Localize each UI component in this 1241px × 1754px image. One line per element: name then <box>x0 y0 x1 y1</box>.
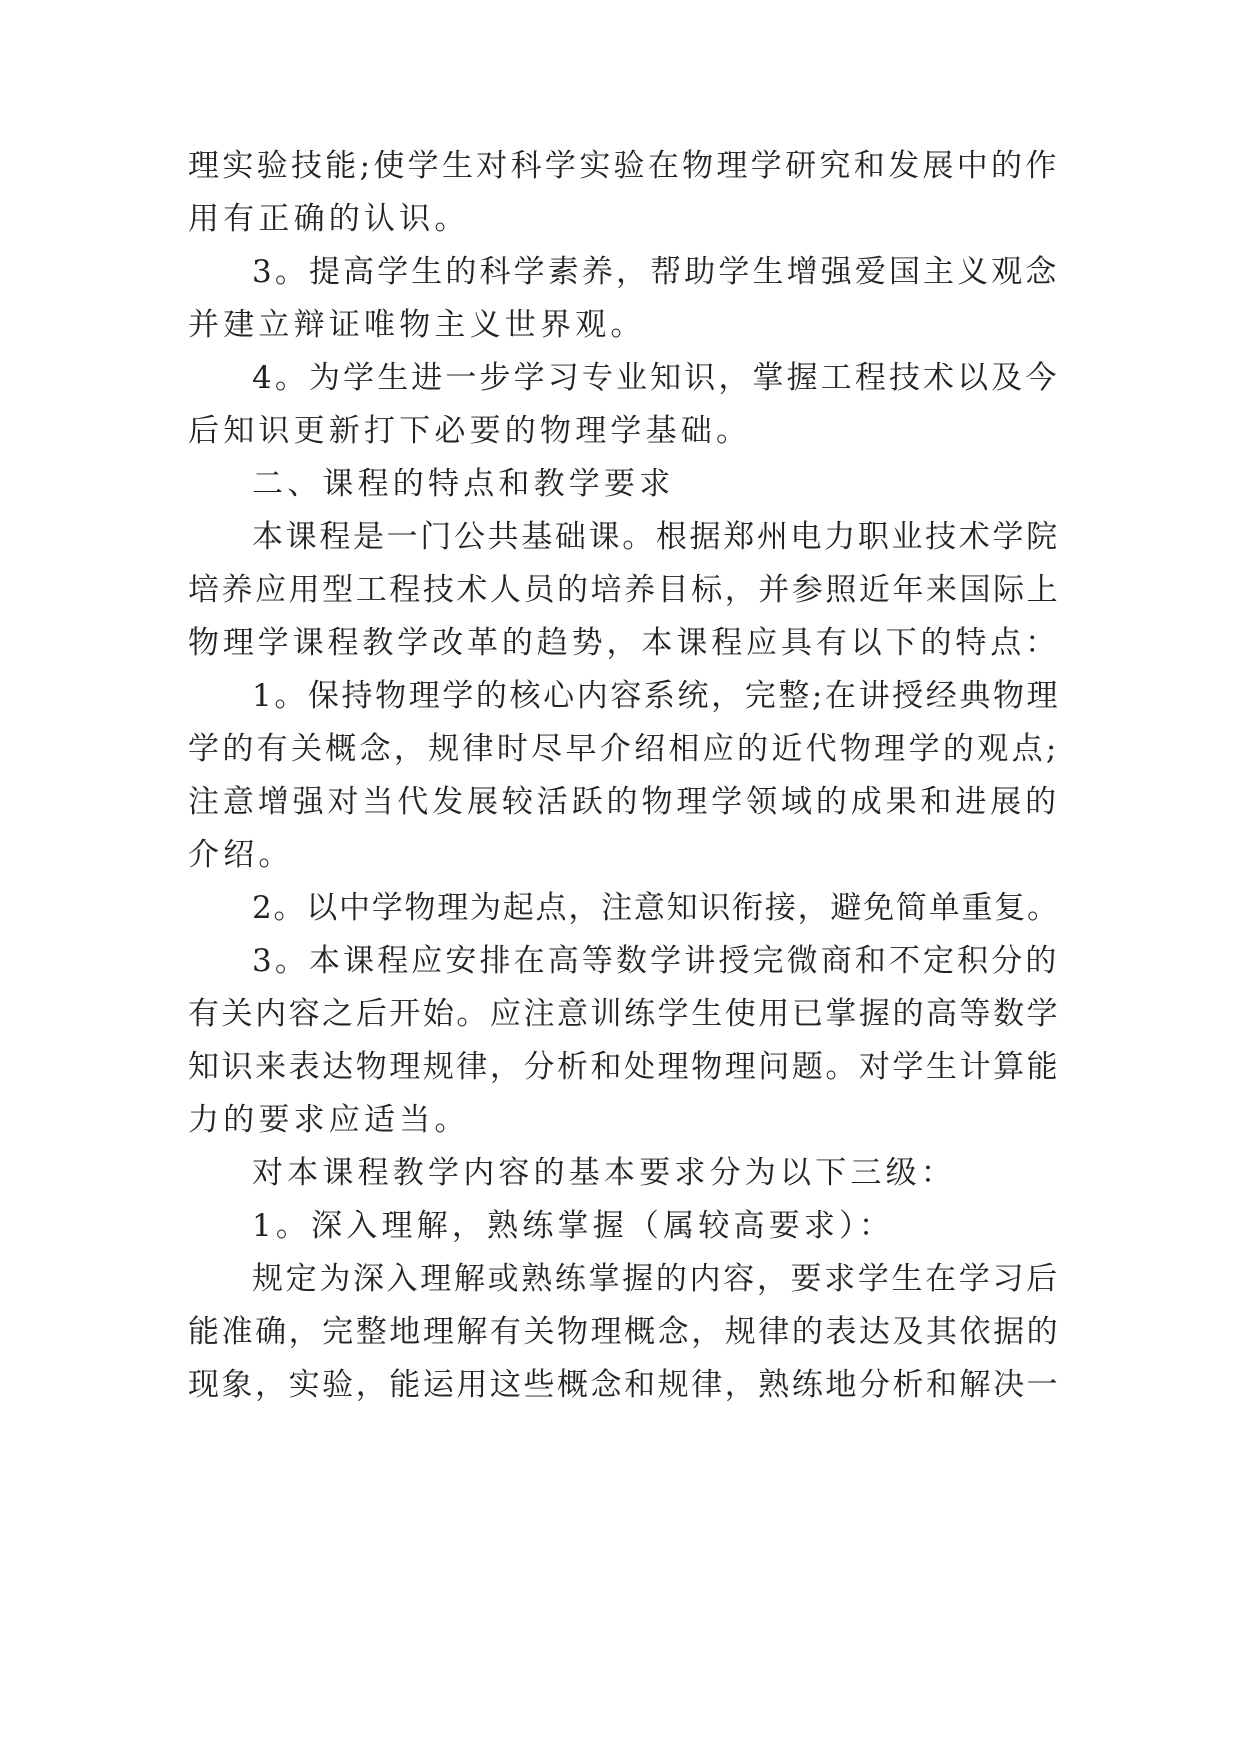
text-line: 理实验技能;使学生对科学实验在物理学研究和发展中的作 <box>188 148 1060 184</box>
text-line: 后知识更新打下必要的物理学基础。 <box>188 413 752 449</box>
text-line: 4。为学生进一步学习专业知识，掌握工程技术以及今 <box>252 360 1060 396</box>
text-line: 力的要求应适当。 <box>188 1102 470 1138</box>
text-line: 培养应用型工程技术人员的培养目标，并参照近年来国际上 <box>188 572 1061 608</box>
text-line: 规定为深入理解或熟练掌握的内容，要求学生在学习后 <box>252 1261 1060 1297</box>
text-line: 1。深入理解，熟练掌握（属较高要求）： <box>252 1208 895 1244</box>
text-line: 并建立辩证唯物主义世界观。 <box>188 307 646 343</box>
text-line: 3。本课程应安排在高等数学讲授完微商和不定积分的 <box>252 943 1060 979</box>
text-line: 介绍。 <box>188 837 294 873</box>
text-line: 能准确，完整地理解有关物理概念，规律的表达及其依据的 <box>188 1314 1061 1350</box>
text-line: 物理学课程教学改革的趋势，本课程应具有以下的特点： <box>188 625 1060 661</box>
text-line: 用有正确的认识。 <box>188 201 470 237</box>
text-line: 3。提高学生的科学素养，帮助学生增强爱国主义观念 <box>252 254 1060 290</box>
text-line: 学的有关概念，规律时尽早介绍相应的近代物理学的观点; <box>188 731 1060 767</box>
text-line: 本课程是一门公共基础课。根据郑州电力职业技术学院 <box>252 519 1060 555</box>
text-line: 知识来表达物理规律，分析和处理物理问题。对学生计算能 <box>188 1049 1061 1085</box>
section-heading: 二、课程的特点和教学要求 <box>252 466 675 502</box>
text-line: 现象，实验，能运用这些概念和规律，熟练地分析和解决一 <box>188 1367 1061 1403</box>
text-line: 对本课程教学内容的基本要求分为以下三级： <box>252 1155 956 1191</box>
text-line: 注意增强对当代发展较活跃的物理学领域的成果和进展的 <box>188 784 1060 820</box>
text-line: 1。保持物理学的核心内容系统，完整;在讲授经典物理 <box>252 678 1061 714</box>
text-line: 2。以中学物理为起点，注意知识衔接，避免简单重复。 <box>252 890 1060 926</box>
text-line: 有关内容之后开始。应注意训练学生使用已掌握的高等数学 <box>188 996 1061 1032</box>
